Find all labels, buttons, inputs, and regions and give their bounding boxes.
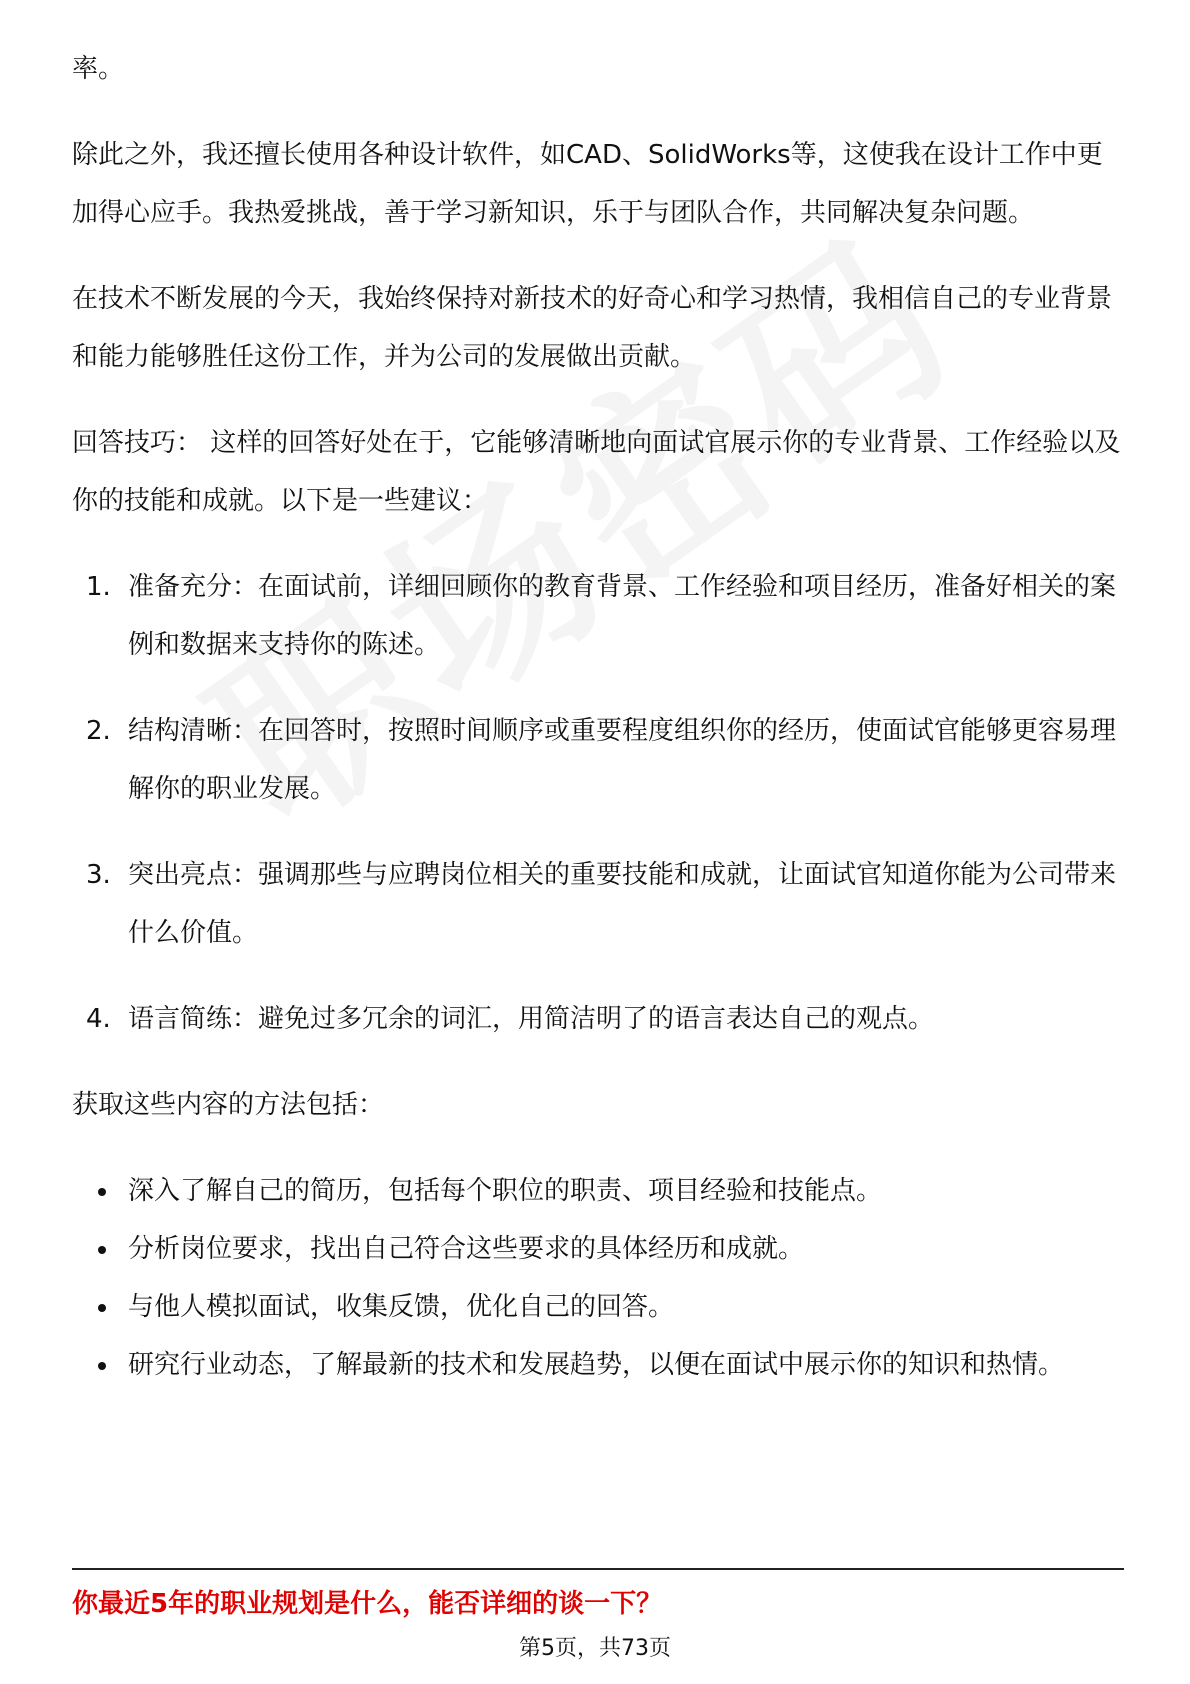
bullet-dot-icon [98,1362,106,1370]
paragraph-motivation: 在技术不断发展的今天，我始终保持对新技术的好奇心和学习热情，我相信自己的专业背景和能力能够胜任这份工作，并为公司的发展做出贡献。 [72,284,1113,372]
bullet-item [72,1278,1122,1336]
bullet-item [72,1336,1122,1394]
list-item [72,702,1122,818]
list-item-text: 突出亮点：强调那些与应聘岗位相关的重要技能和成就，让面试官知道你能为公司带来什么价值。 [128,860,1117,948]
section-divider [72,1568,1124,1570]
list-item [72,846,1122,962]
paragraph-answer-tips: 回答技巧： 这样的回答好处在于，它能够清晰地向面试官展示你的专业背景、工作经验以及你的技能和成就。以下是一些建议： [72,428,1121,516]
next-question-heading: 你最近5年的职业规划是什么，能否详细的谈一下？ [72,1589,663,1619]
bullet-text: 深入了解自己的简历，包括每个职位的职责、项目经验和技能点。 [128,1176,883,1206]
paragraph-continuation: 率。 [72,54,125,84]
list-number: 1. [86,572,111,602]
document-body [72,40,1122,1394]
paragraph-methods-intro: 获取这些内容的方法包括： [72,1090,385,1120]
tips-list [72,558,1122,1048]
list-item-text: 准备充分：在面试前，详细回顾你的教育背景、工作经验和项目经历，准备好相关的案例和数据来支持你的陈述。 [128,572,1117,660]
bullet-item [72,1162,1122,1220]
bullet-dot-icon [98,1304,106,1312]
bullet-item [72,1220,1122,1278]
list-number: 4. [86,1004,111,1034]
bullet-dot-icon [98,1246,106,1254]
page-footer: 第5页，共73页 [519,1636,671,1661]
bullet-dot-icon [98,1188,106,1196]
list-number: 2. [86,716,111,746]
list-item [72,558,1122,674]
list-item-text: 结构清晰：在回答时，按照时间顺序或重要程度组织你的经历，使面试官能够更容易理解你的职业发展。 [128,716,1117,804]
list-item-text: 语言简练：避免过多冗余的词汇，用简洁明了的语言表达自己的观点。 [128,1004,935,1034]
list-item [72,990,1122,1048]
bullet-text: 分析岗位要求，找出自己符合这些要求的具体经历和成就。 [128,1234,805,1264]
methods-list [72,1162,1122,1394]
list-number: 3. [86,860,111,890]
bullet-text: 研究行业动态，了解最新的技术和发展趋势，以便在面试中展示你的知识和热情。 [128,1350,1065,1380]
bullet-text: 与他人模拟面试，收集反馈，优化自己的回答。 [128,1292,675,1322]
paragraph-software-skills: 除此之外，我还擅长使用各种设计软件，如CAD、SolidWorks等，这使我在设计工作中更加得心应手。我热爱挑战，善于学习新知识，乐于与团队合作，共同解决复杂问题。 [72,140,1103,228]
